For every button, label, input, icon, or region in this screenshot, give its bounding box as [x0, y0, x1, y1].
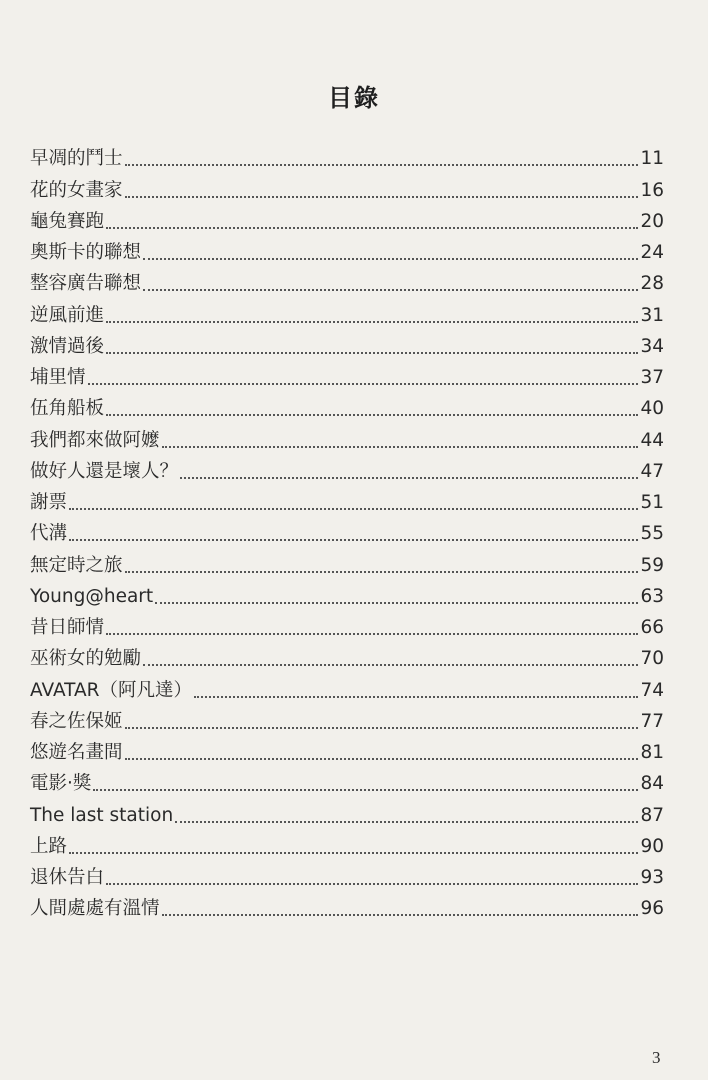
toc-entry-title: Young@heart: [30, 585, 154, 607]
toc-entry-page: 47: [640, 460, 664, 482]
toc-entry[interactable]: [30, 862, 664, 893]
toc-entry[interactable]: [30, 706, 664, 737]
toc-entry-page: 31: [640, 304, 664, 326]
toc-entry-title: 昔日師情: [30, 617, 105, 638]
dot-leader: [194, 696, 638, 698]
toc-entry-title: 埔里情: [30, 367, 86, 388]
toc-entry-title: 伍角船板: [30, 398, 105, 420]
toc-entry-page: 24: [640, 242, 664, 263]
toc-entry-page: 44: [640, 429, 664, 451]
toc-entry[interactable]: [30, 549, 664, 580]
toc-entry-page: 74: [640, 679, 664, 701]
toc-entry-title: 春之佐保姬: [30, 710, 123, 732]
dot-leader: [155, 602, 638, 604]
dot-leader: [162, 914, 639, 916]
toc-entry-page: 34: [640, 335, 664, 357]
toc-entry[interactable]: [30, 424, 664, 455]
toc-entry[interactable]: [30, 518, 664, 549]
toc-entry-page: 11: [640, 148, 664, 170]
table-of-contents: [30, 143, 664, 924]
toc-entry-title: 奧斯卡的聯想: [30, 242, 142, 263]
toc-entry-page: 59: [640, 554, 664, 576]
toc-entry-title: 上路: [30, 835, 68, 857]
dot-leader: [143, 258, 638, 260]
toc-entry[interactable]: [30, 206, 664, 237]
toc-entry-page: 70: [640, 648, 664, 670]
toc-entry[interactable]: [30, 237, 664, 268]
toc-entry-page: 40: [640, 398, 664, 420]
dot-leader: [125, 164, 639, 166]
toc-entry[interactable]: [30, 768, 664, 799]
toc-entry[interactable]: [30, 674, 664, 705]
toc-entry-title: 謝票: [30, 492, 68, 513]
dot-leader: [69, 508, 638, 510]
toc-entry[interactable]: [30, 362, 664, 393]
toc-entry-page: 84: [640, 773, 664, 795]
toc-entry-page: 87: [640, 804, 664, 826]
toc-entry-title: 早凋的鬥士: [30, 148, 123, 170]
dot-leader: [106, 352, 638, 354]
toc-entry[interactable]: [30, 737, 664, 768]
toc-entry[interactable]: [30, 581, 664, 612]
toc-entry-title: 電影·獎: [30, 773, 92, 795]
dot-leader: [143, 664, 638, 666]
dot-leader: [143, 289, 638, 291]
toc-entry[interactable]: [30, 299, 664, 330]
toc-entry-page: 20: [640, 210, 664, 232]
toc-entry[interactable]: [30, 893, 664, 924]
dot-leader: [88, 383, 639, 385]
toc-entry[interactable]: [30, 331, 664, 362]
toc-entry-title: 悠遊名畫間: [30, 742, 123, 763]
toc-entry-page: 96: [640, 898, 664, 920]
toc-entry-page: 51: [640, 492, 664, 513]
toc-entry[interactable]: [30, 487, 664, 518]
dot-leader: [106, 227, 638, 229]
dot-leader: [162, 446, 639, 448]
dot-leader: [93, 789, 638, 791]
dot-leader: [69, 852, 638, 854]
toc-entry-page: 28: [640, 273, 664, 295]
toc-entry-title: 我們都來做阿嬤: [30, 429, 160, 451]
dot-leader: [125, 196, 639, 198]
dot-leader: [125, 758, 639, 760]
dot-leader: [69, 539, 638, 541]
toc-entry[interactable]: [30, 643, 664, 674]
toc-entry-title: 巫術女的勉勵: [30, 648, 142, 670]
toc-entry-title: 花的女畫家: [30, 179, 123, 201]
toc-entry-page: 93: [640, 867, 664, 888]
toc-entry-page: 66: [640, 617, 664, 638]
toc-entry[interactable]: [30, 268, 664, 299]
toc-entry-page: 63: [640, 585, 664, 607]
toc-entry[interactable]: [30, 174, 664, 205]
toc-title: 目錄: [328, 84, 380, 112]
toc-entry-title: The last station: [30, 804, 174, 826]
toc-entry-title: 代溝: [30, 523, 68, 545]
dot-leader: [106, 321, 638, 323]
dot-leader: [175, 821, 638, 823]
toc-entry-title: AVATAR（阿凡達）: [30, 679, 193, 701]
toc-entry-page: 81: [640, 742, 664, 763]
toc-entry[interactable]: [30, 393, 664, 424]
dot-leader: [106, 633, 638, 635]
toc-entry-title: 退休告白: [30, 867, 105, 888]
page-number: 3: [652, 1048, 661, 1067]
toc-entry-title: 無定時之旅: [30, 554, 123, 576]
toc-entry-title: 激情過後: [30, 335, 105, 357]
toc-entry[interactable]: [30, 612, 664, 643]
toc-entry-page: 37: [640, 367, 664, 388]
dot-leader: [125, 571, 639, 573]
toc-entry-title: 整容廣告聯想: [30, 273, 142, 295]
dot-leader: [180, 477, 638, 479]
toc-entry-title: 逆風前進: [30, 304, 105, 326]
dot-leader: [125, 727, 639, 729]
toc-entry-page: 90: [640, 835, 664, 857]
toc-entry[interactable]: [30, 831, 664, 862]
toc-entry-title: 龜兔賽跑: [30, 210, 105, 232]
toc-entry-title: 人間處處有溫情: [30, 898, 160, 920]
toc-entry[interactable]: [30, 456, 664, 487]
toc-entry[interactable]: [30, 799, 664, 830]
dot-leader: [106, 883, 638, 885]
toc-entry-title: 做好人還是壞人？: [30, 460, 179, 482]
toc-entry[interactable]: [30, 143, 664, 174]
toc-entry-page: 16: [640, 179, 664, 201]
dot-leader: [106, 414, 638, 416]
toc-entry-page: 55: [640, 523, 664, 545]
toc-entry-page: 77: [640, 710, 664, 732]
